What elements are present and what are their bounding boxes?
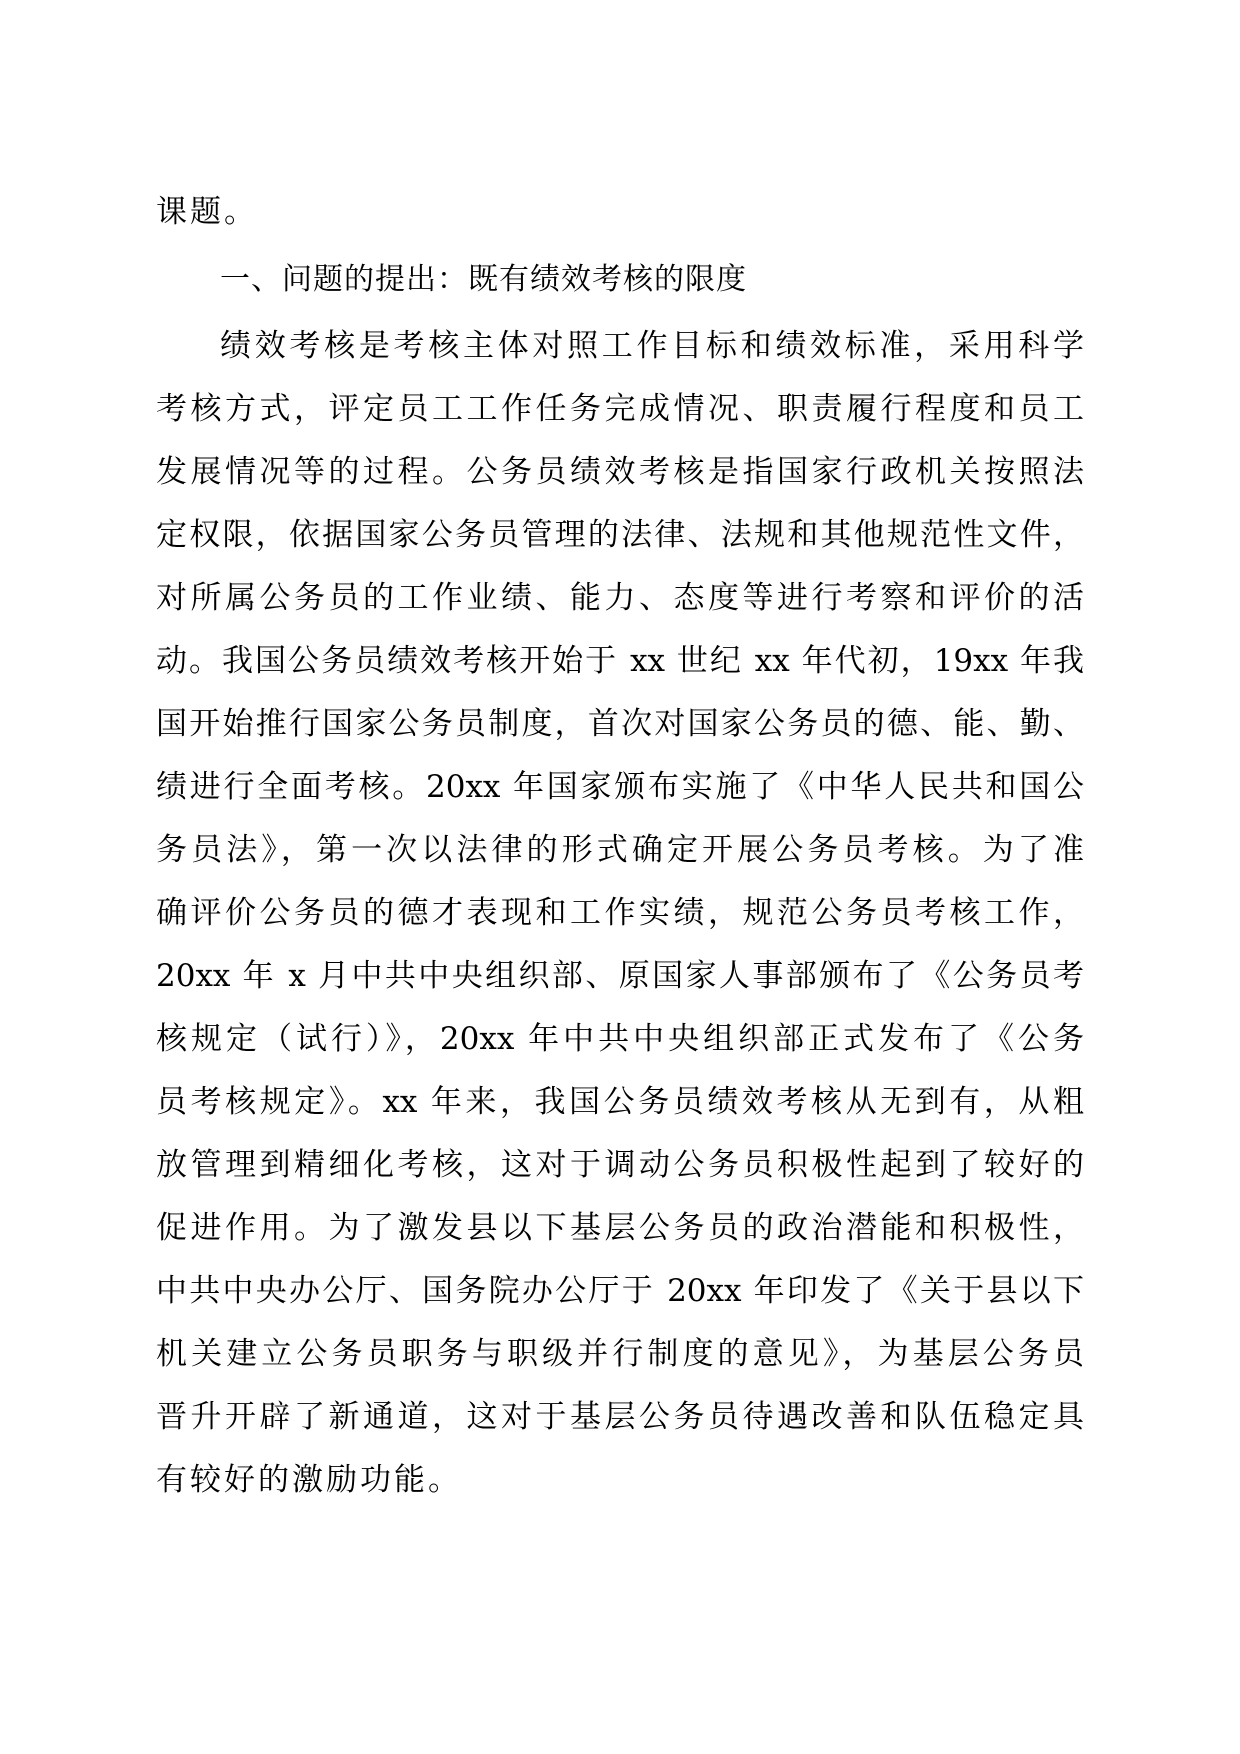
paragraph-line: 考核方式，评定员工工作任务完成情况、职责履行程度和员工 [156,391,1084,427]
paragraph-line: 机关建立公务员职务与职级并行制度的意见》，为基层公务员 [156,1336,1084,1372]
paragraph-line: 放管理到精细化考核，这对于调动公务员积极性起到了较好的 [156,1147,1084,1183]
paragraph-line: 中共中央办公厅、国务院办公厅于 20xx 年印发了《关于县以下 [156,1273,1084,1309]
paragraph-line: 绩效考核是考核主体对照工作目标和绩效标准，采用科学 [220,328,1084,364]
paragraph-line: 务员法》，第一次以法律的形式确定开展公务员考核。为了准 [156,832,1084,868]
paragraph-line: 发展情况等的过程。公务员绩效考核是指国家行政机关按照法 [156,454,1084,490]
paragraph-line: 绩进行全面考核。20xx 年国家颁布实施了《中华人民共和国公 [156,769,1084,805]
paragraph-line: 国开始推行国家公务员制度，首次对国家公务员的德、能、勤、 [156,706,1084,742]
paragraph-line: 员考核规定》。xx 年来，我国公务员绩效考核从无到有，从粗 [156,1084,1084,1120]
paragraph-line: 动。我国公务员绩效考核开始于 xx 世纪 xx 年代初，19xx 年我 [156,643,1084,679]
paragraph-line: 定权限，依据国家公务员管理的法律、法规和其他规范性文件， [156,517,1084,553]
section-heading: 一、问题的提出：既有绩效考核的限度 [220,262,747,297]
opening-fragment: 课题。 [156,194,258,230]
paragraph-line: 确评价公务员的德才表现和工作实绩，规范公务员考核工作， [156,895,1084,931]
paragraph-line: 20xx 年 x 月中共中央组织部、原国家人事部颁布了《公务员考 [156,958,1084,994]
paragraph-line: 核规定（试行）》，20xx 年中共中央组织部正式发布了《公务 [156,1021,1084,1057]
paragraph-line: 晋升开辟了新通道，这对于基层公务员待遇改善和队伍稳定具 [156,1399,1084,1435]
paragraph-line: 对所属公务员的工作业绩、能力、态度等进行考察和评价的活 [156,580,1084,616]
paragraph-line: 有较好的激励功能。 [156,1462,462,1498]
paragraph-line: 促进作用。为了激发县以下基层公务员的政治潜能和积极性， [156,1210,1084,1246]
